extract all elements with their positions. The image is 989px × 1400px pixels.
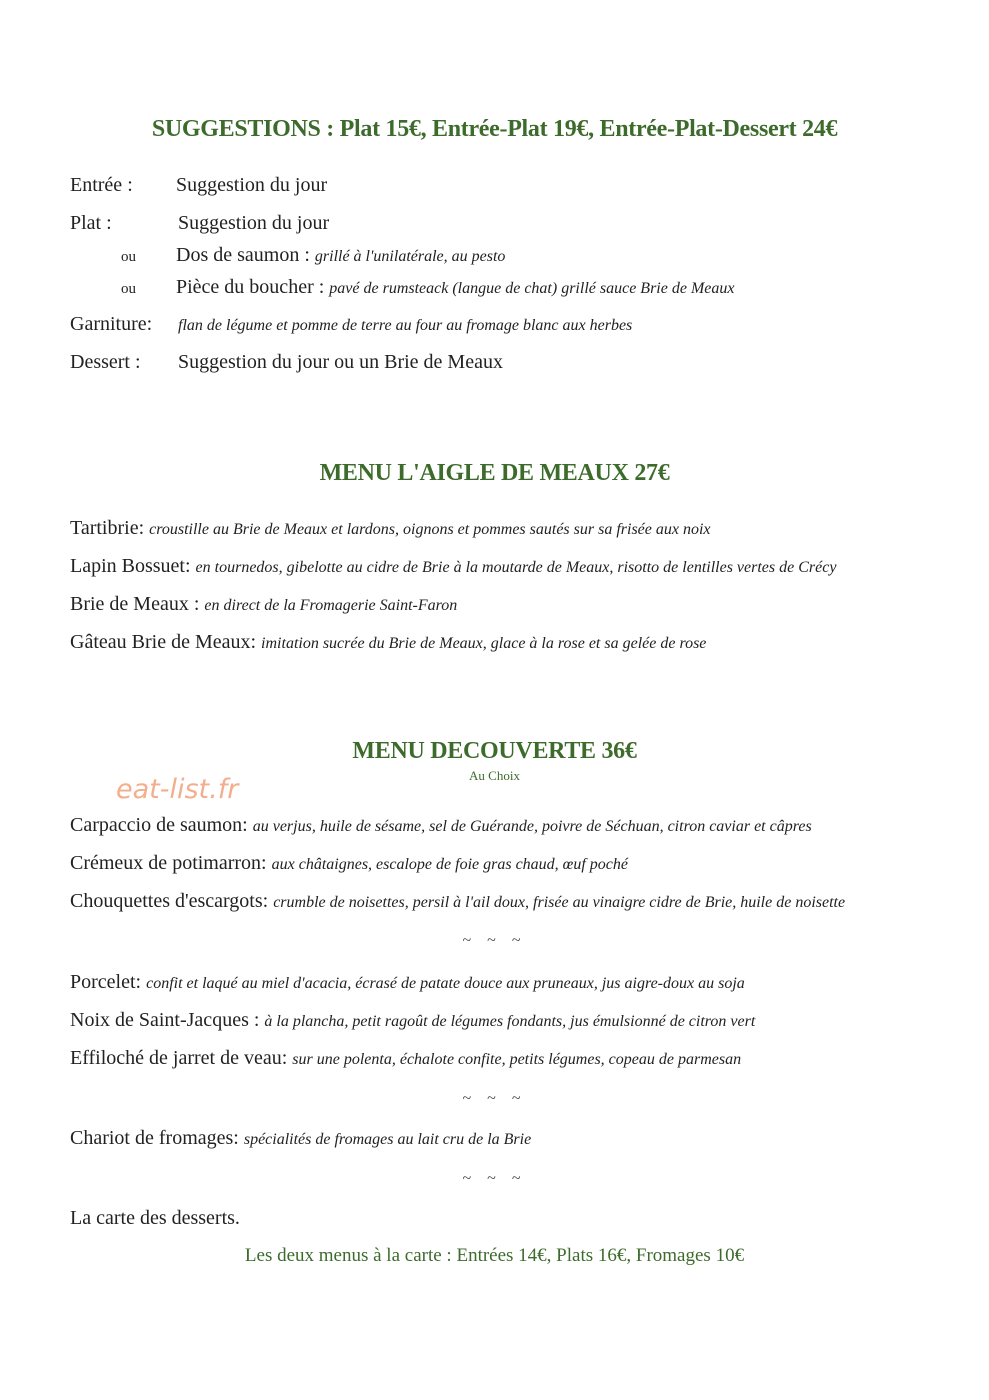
menu-item-name: Noix de Saint-Jacques : — [70, 1009, 260, 1031]
menu-item-name: Chariot de fromages: — [70, 1127, 239, 1149]
dessert-row — [70, 351, 503, 374]
menu-item-name: Tartibrie: — [70, 517, 145, 539]
desserts-line: La carte des desserts. — [70, 1207, 240, 1229]
menu-item-name: Chouquettes d'escargots: — [70, 890, 269, 912]
menu-item-desc: croustille au Brie de Meaux et lardons, oignons et pommes sautés sur sa frisée aux noix — [149, 521, 711, 538]
menu-item-name: Brie de Meaux : — [70, 593, 200, 615]
menu-item-name: Gâteau Brie de Meaux: — [70, 631, 257, 653]
decouverte-heading: MENU DECOUVERTE 36€ — [352, 738, 637, 764]
separator: ~ ~ ~ — [462, 932, 527, 949]
ou-label: ou — [121, 281, 136, 297]
option-name: Pièce du boucher : — [176, 276, 325, 298]
menu-item — [70, 971, 745, 994]
menu-item — [70, 555, 836, 578]
plat-row — [70, 212, 329, 235]
entree-row — [70, 174, 327, 197]
menu-item-desc: imitation sucrée du Brie de Meaux, glace à la rose et sa gelée de rose — [261, 635, 707, 652]
menu-item — [70, 1047, 741, 1070]
footer-prices: Les deux menus à la carte : Entrées 14€, Plats 16€, Fromages 10€ — [244, 1245, 745, 1266]
menu-item-desc: à la plancha, petit ragoût de légumes fondants, jus émulsionné de citron vert — [264, 1013, 756, 1030]
dessert-value: Suggestion du jour ou un Brie de Meaux — [178, 351, 503, 373]
menu-item-name: Porcelet: — [70, 971, 142, 993]
menu-item-desc: confit et laqué au miel d'acacia, écrasé de patate douce aux pruneaux, jus aigre-doux au soja — [146, 975, 745, 992]
menu-item-name: Crémeux de potimarron: — [70, 852, 267, 874]
menu-item-desc: spécialités de fromages au lait cru de la Brie — [243, 1131, 532, 1148]
suggestions-heading: SUGGESTIONS : Plat 15€, Entrée-Plat 19€, Entrée-Plat-Dessert 24€ — [151, 116, 838, 142]
option-desc: grillé à l'unilatérale, au pesto — [314, 248, 506, 265]
option-row — [176, 276, 734, 299]
dessert-label: Dessert : — [70, 351, 141, 373]
menu-item-name: Effiloché de jarret de veau: — [70, 1047, 288, 1069]
menu-item — [70, 1009, 755, 1032]
separator: ~ ~ ~ — [462, 1090, 527, 1107]
menu-item — [70, 852, 628, 875]
menu-item-name: Lapin Bossuet: — [70, 555, 191, 577]
menu-item-desc: crumble de noisettes, persil à l'ail doux, frisée au vinaigre cidre de Brie, huile de noisette — [273, 894, 846, 911]
menu-item-desc: en direct de la Fromagerie Saint-Faron — [204, 597, 458, 614]
menu-item-desc: en tournedos, gibelotte au cidre de Brie à la moutarde de Meaux, risotto de lentilles vertes de Crécy — [195, 559, 837, 576]
ou-label: ou — [121, 249, 136, 265]
watermark: eat-list.fr — [116, 774, 239, 805]
menu-item-name: Carpaccio de saumon: — [70, 814, 248, 836]
garniture-desc: flan de légume et pomme de terre au four au fromage blanc aux herbes — [178, 317, 633, 334]
menu-item — [70, 1127, 531, 1150]
aigle-heading: MENU L'AIGLE DE MEAUX 27€ — [319, 460, 670, 486]
entree-value: Suggestion du jour — [176, 174, 328, 196]
decouverte-subheading: Au Choix — [469, 768, 520, 783]
menu-item — [70, 593, 457, 616]
menu-item-desc: sur une polenta, échalote confite, petits légumes, copeau de parmesan — [292, 1051, 742, 1068]
menu-item — [70, 814, 812, 837]
menu-item — [70, 890, 845, 913]
option-row — [176, 244, 505, 267]
menu-item-desc: aux châtaignes, escalope de foie gras chaud, œuf poché — [271, 856, 628, 873]
garniture-label: Garniture: — [70, 313, 153, 335]
menu-item — [70, 517, 711, 540]
garniture-row — [70, 313, 632, 336]
option-desc: pavé de rumsteack (langue de chat) grillé sauce Brie de Meaux — [329, 280, 735, 297]
entree-label: Entrée : — [70, 174, 133, 196]
menu-item — [70, 631, 706, 654]
plat-value: Suggestion du jour — [178, 212, 330, 234]
menu-item-desc: au verjus, huile de sésame, sel de Guérande, poivre de Séchuan, citron caviar et câpres — [252, 818, 812, 835]
plat-label: Plat : — [70, 212, 112, 234]
option-name: Dos de saumon : — [176, 244, 310, 266]
separator: ~ ~ ~ — [462, 1170, 527, 1187]
